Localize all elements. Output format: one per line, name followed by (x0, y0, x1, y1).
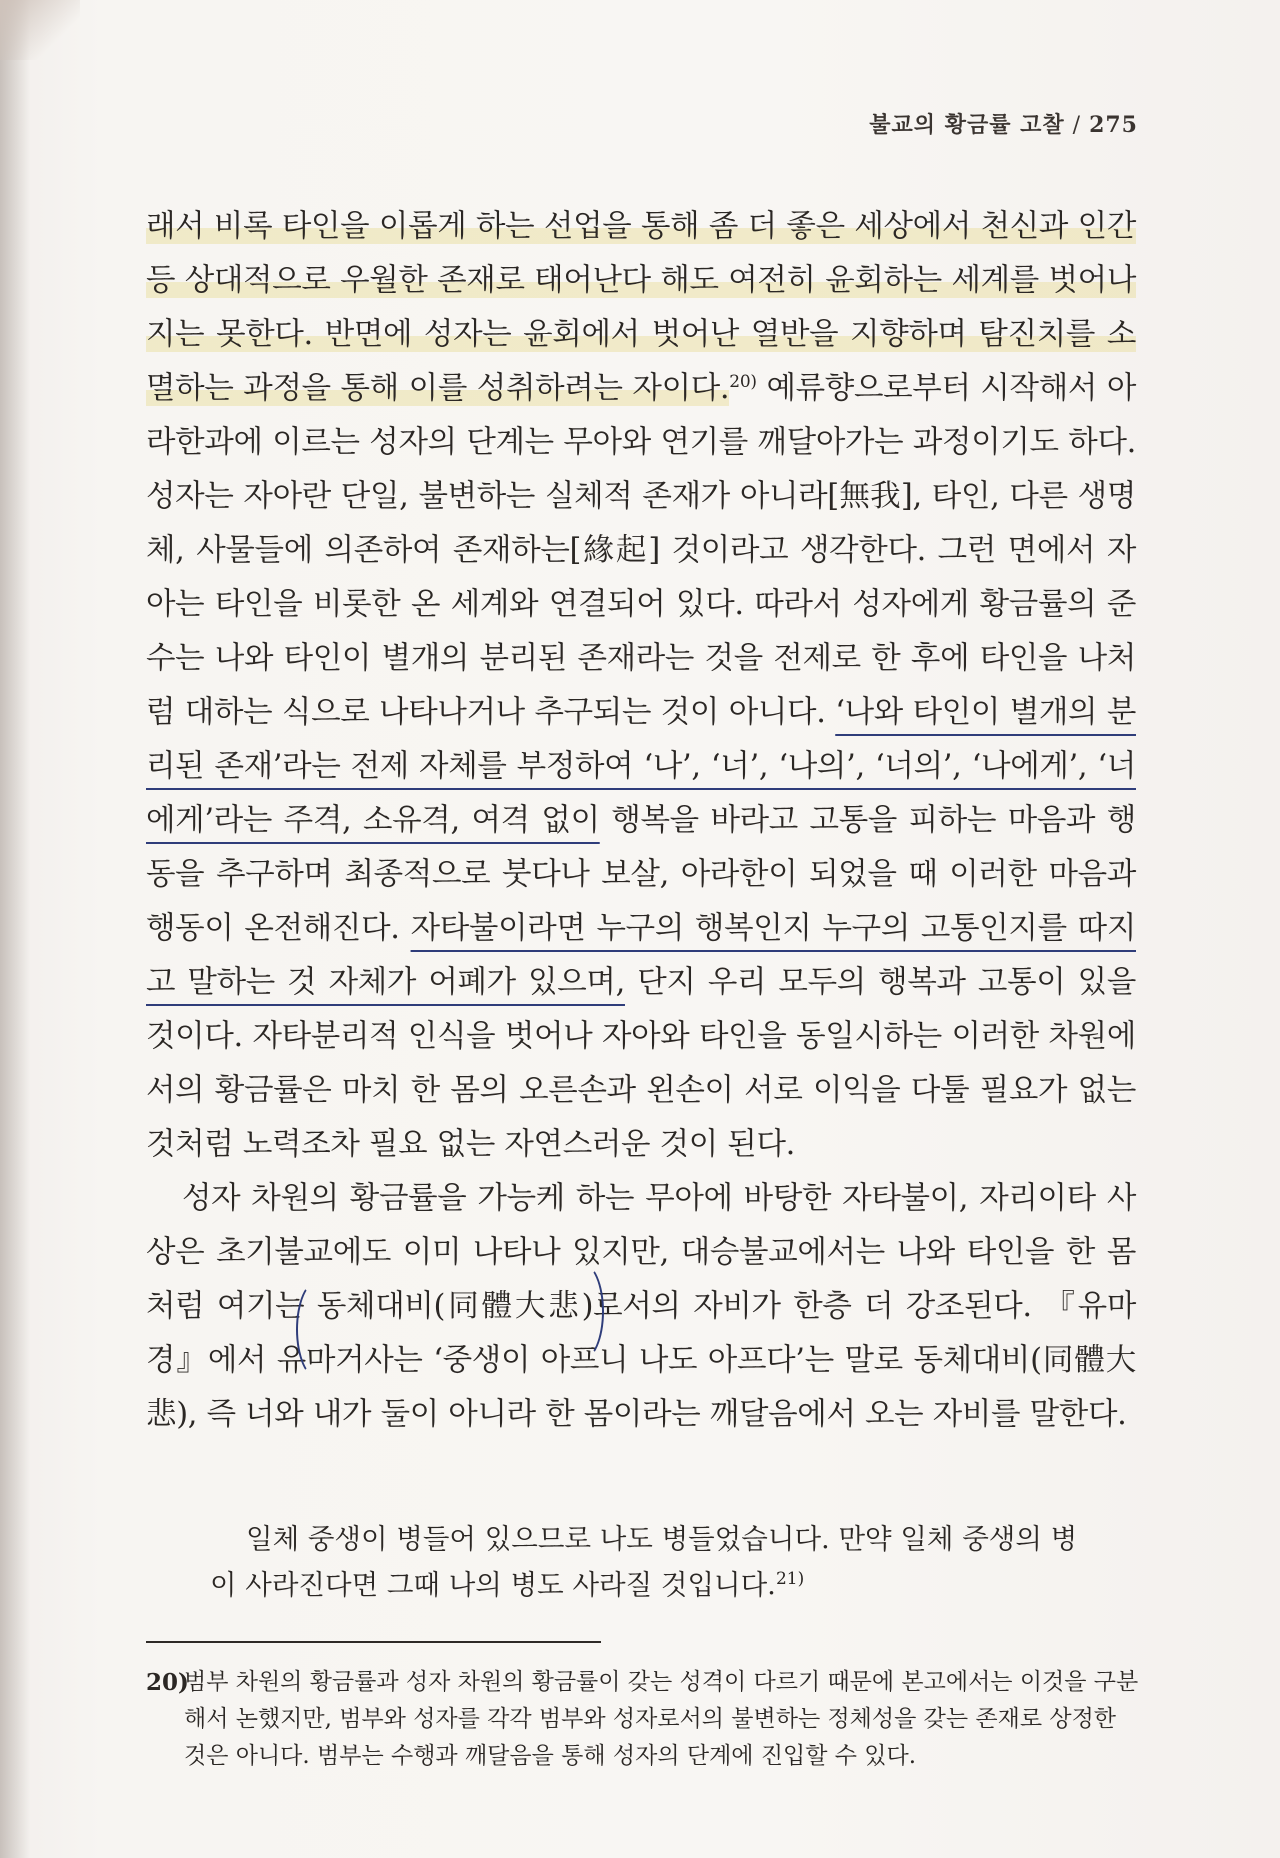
paragraph-1-sentence-3: 행복을 바라고 고통을 피하는 마음과 행동을 추구하며 최종적으로 붓다나 보살, 아라한이 되었을 때 이러한 마음과 행동이 온전해진다. (146, 803, 1136, 946)
page-number: 275 (1089, 112, 1138, 138)
footnote-ref-20[interactable]: 20) (729, 371, 757, 392)
footnote-number: 20) (146, 1669, 189, 1696)
block-quote (210, 1516, 1090, 1608)
paragraph-1-sentence-4: 단지 우리 모두의 행복과 고통이 있을 것이다. 자타분리적 인식을 벗어나 자아와 타인을 동일시하는 이러한 차원에서의 황금률은 마치 한 몸의 오른손과 왼손이 서로 이익을 다툴 필요가 없는 것처럼 노력조차 필요 없는 자연스러운 것이 된다. (146, 965, 1136, 1162)
underlined-passage-2: 자타불이라면 누구의 행복인지 누구의 고통인지를 따지고 말하는 것 자체가 어폐가 있으며, (146, 911, 1136, 1000)
running-header (869, 108, 1138, 139)
pen-bracket-mark (560, 1262, 604, 1361)
footnote-ref-21[interactable]: 21) (775, 1568, 805, 1589)
pen-bracket-mark (296, 1280, 340, 1379)
body-text (146, 200, 1136, 1442)
header-title: 불교의 황금률 고찰 (869, 112, 1065, 138)
underlined-passage-1: ‘나와 타인이 별개의 분리된 존재’라는 전제 자체를 부정하여 ‘나’, ‘너’, ‘나의’, ‘너의’, ‘나에게’, ‘너에게’라는 주격, 소유격, 여격 없이 (146, 695, 1136, 838)
paragraph-1-sentence-1: 래서 비록 타인을 이롭게 하는 선업을 통해 좀 더 좋은 세상에서 천신과 인간 등 상대적으로 우월한 존재로 태어난다 해도 여전히 윤회하는 세계를 벗어나지는 못한다. 반면에 성자는 윤회에서 벗어난 열반을 지향하며 탐진치를 소멸하는 과정을 통해 이를 성취하려는 자이다. (146, 209, 1136, 406)
page-edge-shadow (0, 0, 30, 1858)
footnote-20 (146, 1664, 1141, 1775)
paragraph-1-sentence-2: 예류향으로부터 시작해서 아라한과에 이르는 성자의 단계는 무아와 연기를 깨달아가는 과정이기도 하다. 성자는 자아란 단일, 불변하는 실체적 존재가 아니라[無我], 타인, 다른 생명체, 사물들에 의존하여 존재하는[緣起] 것이라고 생각한다. 그런 면에서 자아는 타인을 비롯한 온 세계와 연결되어 있다. 따라서 성자에게 황금률의 준수는 나와 타인이 별개의 분리된 존재라는 것을 전제로 한 후에 타인을 나처럼 대하는 식으로 나타나거나 추구되는 것이 아니다. (146, 371, 1137, 730)
footnote-divider (146, 1641, 601, 1643)
header-separator: / (1072, 113, 1082, 138)
paragraph-1 (146, 200, 1136, 1172)
paragraph-2: 성자 차원의 황금률을 가능케 하는 무아에 바탕한 자타불이, 자리이타 사상은 초기불교에도 이미 나타나 있지만, 대승불교에서는 나와 타인을 한 몸처럼 여기는 동체대비(同體大悲)로서의 자비가 한층 더 강조된다. 『유마경』에서 유마거사는 ‘중생이 아프니 나도 아프다’는 말로 동체대비(同體大悲), 즉 너와 내가 둘이 아니라 한 몸이라는 깨달음에서 오는 자비를 말한다. (146, 1181, 1136, 1432)
page-corner (0, 0, 80, 60)
footnote-text: 범부 차원의 황금률과 성자 차원의 황금률이 갖는 성격이 다르기 때문에 본고에서는 이것을 구분해서 논했지만, 범부와 성자를 각각 범부와 성자로서의 불변하는 정체성을 갖는 존재로 상정한 것은 아니다. 범부는 수행과 깨달음을 통해 성자의 단계에 진입할 수 있다. (184, 1669, 1139, 1769)
quote-text: 일체 중생이 병들어 있으므로 나도 병들었습니다. 만약 일체 중생의 병이 사라진다면 그때 나의 병도 사라질 것입니다. (210, 1523, 1078, 1601)
